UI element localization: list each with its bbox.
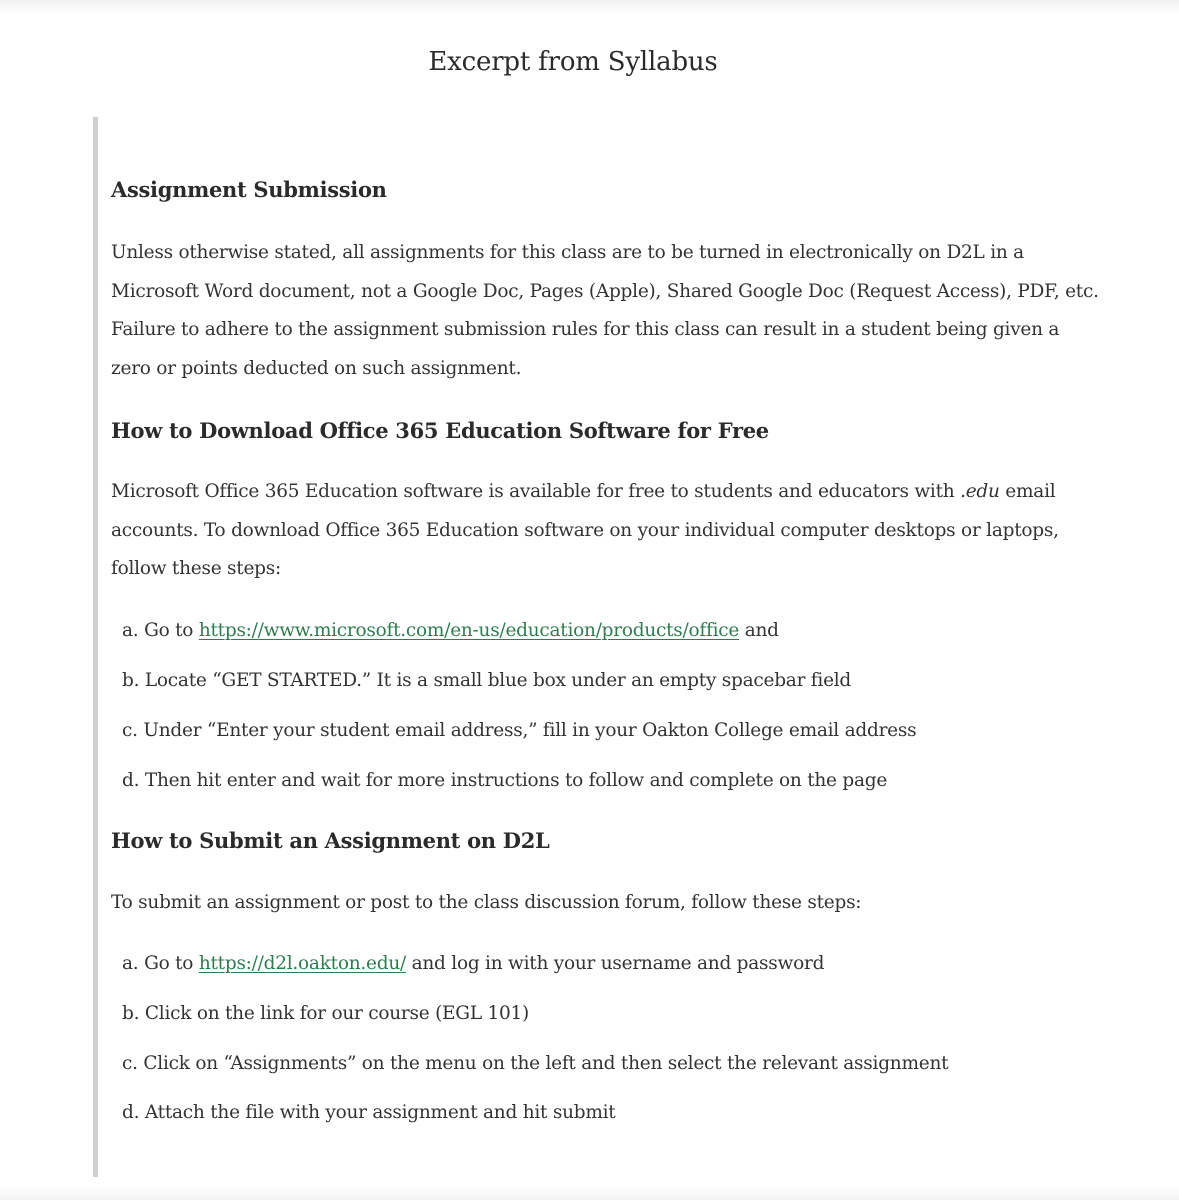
step-marker: a. bbox=[122, 620, 139, 641]
step-marker: d. bbox=[122, 770, 140, 791]
step-text: Then hit enter and wait for more instructions to follow and complete on the page bbox=[144, 770, 888, 791]
bottom-shade bbox=[0, 1186, 1179, 1200]
assignment-submission-paragraph: Unless otherwise stated, all assignments for this class are to be turned in electronically on D2L in a Microsoft Word document, not a Google Doc, Pages (Apple), Shared Google Doc (Request Access), PDF, etc. Failure to adhere to the assignment submission rules for this class can result in a student being given a zero or points deducted on such assignment. bbox=[111, 242, 1099, 379]
step-text: Under “Enter your student email address,” fill in your Oakton College email address bbox=[143, 720, 917, 741]
office-body-after: email accounts. To download Office 365 Education software on your individual computer desktops or laptops, follow these steps: bbox=[111, 481, 1059, 579]
step-marker: b. bbox=[122, 670, 140, 691]
office-body-before: Microsoft Office 365 Education software is available for free to students and educators with bbox=[111, 481, 961, 502]
d2l-step-c bbox=[122, 1050, 948, 1078]
step-marker: b. bbox=[122, 1003, 140, 1024]
step-marker: a. bbox=[122, 953, 139, 974]
office-step-c bbox=[122, 717, 916, 745]
d2l-step-a bbox=[122, 950, 824, 978]
step-text-after: and log in with your username and password bbox=[405, 953, 825, 974]
step-text-after: and bbox=[739, 620, 779, 641]
office-step-d bbox=[122, 767, 887, 795]
step-marker: d. bbox=[122, 1102, 140, 1123]
step-text: Click on the link for our course (EGL 101) bbox=[144, 1003, 530, 1024]
step-text: Attach the file with your assignment and hit submit bbox=[144, 1102, 616, 1123]
heading-d2l-submit: How to Submit an Assignment on D2L bbox=[111, 828, 550, 853]
step-text: Locate “GET STARTED.” It is a small blue box under an empty spacebar field bbox=[144, 670, 852, 691]
heading-office-download: How to Download Office 365 Education Software for Free bbox=[111, 418, 769, 443]
step-text-before: Go to bbox=[144, 953, 199, 974]
page-title: Excerpt from Syllabus bbox=[428, 47, 718, 77]
microsoft-office-link[interactable]: https://www.microsoft.com/en-us/education/products/office bbox=[198, 620, 740, 641]
office-step-a bbox=[122, 617, 779, 645]
office-body-emphasis: .edu bbox=[960, 481, 1000, 502]
office-step-b bbox=[122, 667, 851, 695]
d2l-submit-paragraph: To submit an assignment or post to the class discussion forum, follow these steps: bbox=[111, 892, 862, 913]
step-marker: c. bbox=[122, 720, 138, 741]
top-shadow bbox=[0, 0, 1179, 14]
step-text: Click on “Assignments” on the menu on the left and then select the relevant assignment bbox=[143, 1053, 949, 1074]
heading-assignment-submission: Assignment Submission bbox=[111, 177, 387, 202]
d2l-oakton-link[interactable]: https://d2l.oakton.edu/ bbox=[198, 953, 406, 974]
d2l-step-b bbox=[122, 1000, 529, 1028]
d2l-step-d bbox=[122, 1099, 615, 1127]
office-download-paragraph bbox=[111, 473, 1101, 589]
step-text-before: Go to bbox=[144, 620, 199, 641]
step-marker: c. bbox=[122, 1053, 138, 1074]
